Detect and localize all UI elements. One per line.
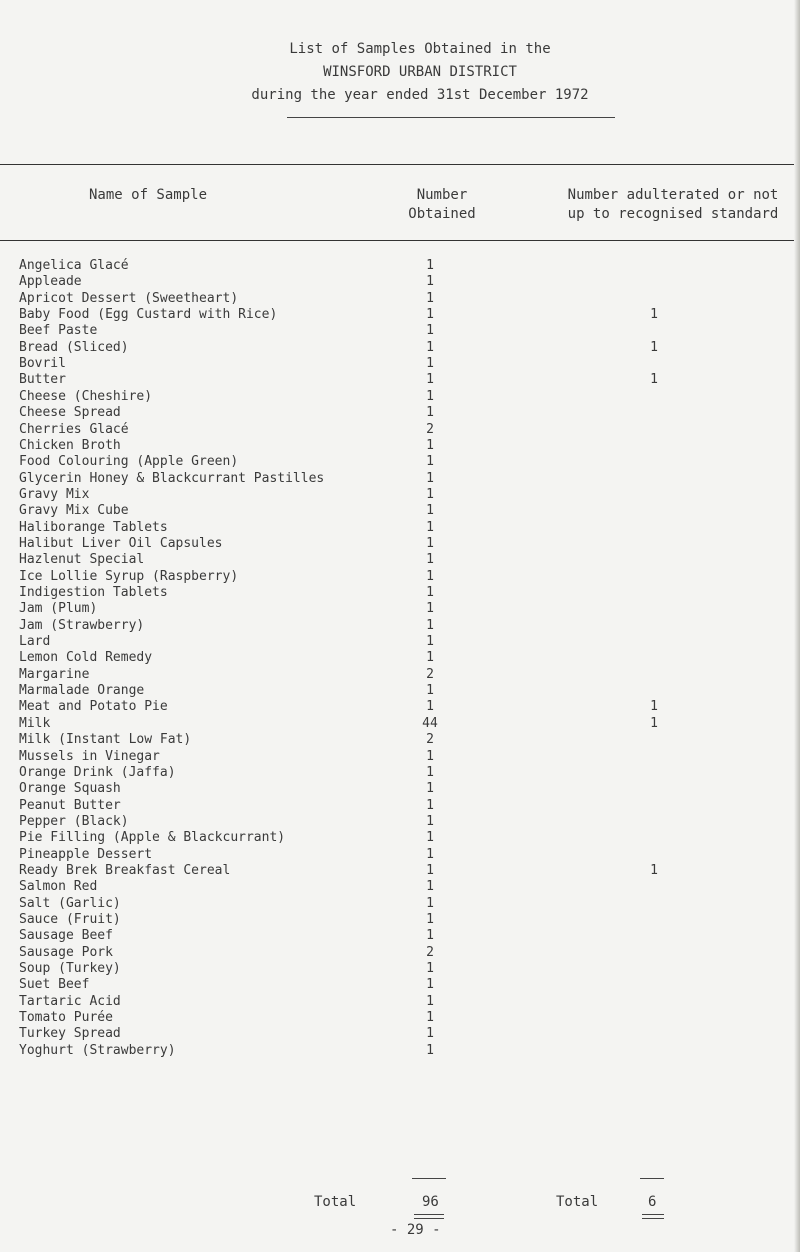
number-obtained: 1 (426, 356, 434, 372)
table-row (0, 601, 800, 617)
sample-name: Beef Paste (19, 323, 98, 339)
sample-name: Cheese (Cheshire) (19, 388, 153, 404)
table-row (0, 471, 800, 487)
table-row (0, 814, 800, 830)
number-obtained: 1 (426, 454, 434, 470)
number-obtained: 1 (426, 1010, 434, 1026)
number-obtained: 1 (426, 862, 434, 878)
column-header-number (397, 186, 487, 224)
table-row (0, 389, 800, 405)
sample-name: Margarine (19, 666, 90, 682)
table-row (0, 945, 800, 961)
number-obtained: 1 (426, 683, 434, 699)
number-obtained: 1 (426, 830, 434, 846)
number-obtained: 1 (426, 372, 434, 388)
page-edge (794, 0, 800, 1252)
table-row (0, 847, 800, 863)
sample-name: Peanut Butter (19, 797, 121, 813)
sample-name: Food Colouring (Apple Green) (19, 454, 239, 470)
number-obtained: 1 (426, 797, 434, 813)
number-obtained: 1 (426, 764, 434, 780)
table-row (0, 667, 800, 683)
sample-name: Mussels in Vinegar (19, 748, 160, 764)
sample-name: Haliborange Tablets (19, 519, 168, 535)
sample-name: Suet Beef (19, 977, 90, 993)
table-row (0, 732, 800, 748)
table-row (0, 487, 800, 503)
number-obtained: 1 (426, 323, 434, 339)
number-obtained: 1 (426, 601, 434, 617)
table-row (0, 896, 800, 912)
number-obtained: 1 (426, 993, 434, 1009)
sample-name: Salmon Red (19, 879, 98, 895)
table-row (0, 438, 800, 454)
sample-name: Pepper (Black) (19, 813, 129, 829)
number-obtained: 1 (426, 961, 434, 977)
table-row (0, 274, 800, 290)
table-row (0, 454, 800, 470)
sample-name: Orange Squash (19, 781, 121, 797)
table-row (0, 961, 800, 977)
table-row (0, 928, 800, 944)
column-header-adulterated-line2: up to recognised standard (567, 206, 779, 222)
number-obtained: 1 (426, 928, 434, 944)
sample-name: Milk (19, 715, 51, 731)
total-label-adulterated: Total (556, 1194, 599, 1210)
table-row (0, 1026, 800, 1042)
sample-name: Indigestion Tablets (19, 585, 168, 600)
number-obtained: 1 (426, 846, 434, 862)
number-adulterated: 1 (650, 715, 658, 731)
table-row (0, 340, 800, 356)
header-rule (0, 240, 800, 241)
sample-name: Bread (Sliced) (19, 339, 129, 355)
table-row (0, 585, 800, 601)
number-obtained: 1 (426, 699, 434, 715)
table-row (0, 372, 800, 388)
sample-name: Hazlenut Special (19, 552, 145, 568)
number-obtained: 1 (426, 895, 434, 911)
title-line-3: during the year ended 31st December 1972 (251, 87, 589, 103)
total-label-obtained: Total (314, 1194, 357, 1210)
sample-name: Bovril (19, 356, 66, 372)
total-rule-obtained (412, 1178, 446, 1179)
total-value-obtained: 96 (422, 1194, 439, 1210)
table-row (0, 683, 800, 699)
table-row (0, 618, 800, 634)
sample-name: Lard (19, 634, 51, 650)
table-row (0, 569, 800, 585)
sample-name: Appleade (19, 274, 82, 290)
number-obtained: 1 (426, 503, 434, 519)
number-obtained: 1 (426, 519, 434, 535)
sample-name: Sausage Pork (19, 944, 113, 960)
sample-name: Yoghurt (Strawberry) (19, 1042, 176, 1058)
title-line-1: List of Samples Obtained in the (289, 41, 551, 57)
number-obtained: 1 (426, 568, 434, 584)
sample-name: Gravy Mix (19, 486, 90, 502)
number-obtained: 1 (426, 813, 434, 829)
sample-name: Butter (19, 372, 66, 388)
title-underline (287, 117, 615, 118)
sample-name: Salt (Garlic) (19, 895, 121, 911)
number-obtained: 1 (426, 634, 434, 650)
sample-name: Soup (Turkey) (19, 961, 121, 977)
column-header-number-line1: Number (416, 187, 468, 203)
number-obtained: 1 (426, 781, 434, 797)
sample-name: Angelica Glacé (19, 258, 129, 273)
table-row (0, 307, 800, 323)
table-row (0, 863, 800, 879)
document-title (0, 38, 800, 107)
sample-name: Lemon Cold Remedy (19, 650, 153, 666)
table-row (0, 650, 800, 666)
number-obtained: 1 (426, 552, 434, 568)
sample-name: Sauce (Fruit) (19, 912, 121, 927)
sample-name: Chicken Broth (19, 437, 121, 453)
sample-name: Marmalade Orange (19, 683, 145, 699)
number-obtained: 44 (422, 715, 438, 731)
total-rule-adulterated (640, 1178, 664, 1179)
sample-name: Meat and Potato Pie (19, 699, 168, 715)
table-row (0, 356, 800, 372)
sample-name: Tomato Purée (19, 1010, 113, 1026)
table-row (0, 552, 800, 568)
table-row (0, 749, 800, 765)
number-adulterated: 1 (650, 372, 658, 388)
column-header-adulterated (538, 186, 800, 224)
number-obtained: 1 (426, 617, 434, 633)
table-row (0, 798, 800, 814)
sample-name: Halibut Liver Oil Capsules (19, 535, 223, 551)
number-obtained: 1 (426, 535, 434, 551)
table-row (0, 323, 800, 339)
sample-name: Jam (Plum) (19, 601, 98, 617)
sample-name: Gravy Mix Cube (19, 503, 129, 519)
sample-name: Sausage Beef (19, 928, 113, 944)
table-row (0, 1043, 800, 1059)
table-row (0, 977, 800, 993)
total-double-rule-obtained (414, 1214, 444, 1219)
sample-name: Apricot Dessert (Sweetheart) (19, 290, 239, 306)
number-obtained: 1 (426, 437, 434, 453)
table-row (0, 536, 800, 552)
table-row (0, 422, 800, 438)
number-obtained: 1 (426, 912, 434, 927)
table-row (0, 520, 800, 536)
table-row (0, 912, 800, 928)
sample-name: Ice Lollie Syrup (Raspberry) (19, 568, 239, 584)
number-obtained: 1 (426, 388, 434, 404)
number-obtained: 2 (426, 732, 434, 748)
number-obtained: 1 (426, 1026, 434, 1042)
table-row (0, 503, 800, 519)
number-adulterated: 1 (650, 699, 658, 715)
table-row (0, 258, 800, 274)
top-rule (0, 164, 800, 165)
sample-name: Cheese Spread (19, 405, 121, 421)
number-obtained: 2 (426, 944, 434, 960)
table-row (0, 1010, 800, 1026)
table-row (0, 879, 800, 895)
sample-name: Pineapple Dessert (19, 846, 153, 862)
number-obtained: 1 (426, 258, 434, 273)
table-row (0, 830, 800, 846)
table-row (0, 291, 800, 307)
sample-name: Tartaric Acid (19, 993, 121, 1009)
table-row (0, 716, 800, 732)
column-header-name: Name of Sample (89, 187, 208, 203)
number-obtained: 1 (426, 879, 434, 895)
table-row (0, 781, 800, 797)
sample-name: Glycerin Honey & Blackcurrant Pastilles (19, 470, 325, 486)
number-adulterated: 1 (650, 339, 658, 355)
number-obtained: 1 (426, 585, 434, 600)
column-header-adulterated-line1: Number adulterated or not (567, 187, 779, 203)
sample-name: Milk (Instant Low Fat) (19, 732, 192, 748)
number-obtained: 1 (426, 339, 434, 355)
number-obtained: 1 (426, 470, 434, 486)
total-value-adulterated: 6 (648, 1194, 657, 1210)
number-obtained: 1 (426, 405, 434, 421)
sample-name: Baby Food (Egg Custard with Rice) (19, 307, 278, 323)
number-adulterated: 1 (650, 307, 658, 323)
sample-name: Ready Brek Breakfast Cereal (19, 862, 231, 878)
table-row (0, 405, 800, 421)
table-row (0, 634, 800, 650)
number-obtained: 1 (426, 650, 434, 666)
sample-name: Orange Drink (Jaffa) (19, 764, 176, 780)
number-obtained: 1 (426, 307, 434, 323)
number-obtained: 1 (426, 290, 434, 306)
number-obtained: 2 (426, 666, 434, 682)
number-obtained: 1 (426, 486, 434, 502)
page-number: - 29 - (390, 1222, 441, 1238)
number-obtained: 1 (426, 1042, 434, 1058)
table-row (0, 699, 800, 715)
column-header-number-line2: Obtained (408, 206, 476, 222)
number-obtained: 2 (426, 421, 434, 437)
sample-name: Turkey Spread (19, 1026, 121, 1042)
sample-name: Cherries Glacé (19, 421, 129, 437)
total-double-rule-adulterated (642, 1214, 664, 1219)
number-obtained: 1 (426, 748, 434, 764)
sample-name: Jam (Strawberry) (19, 617, 145, 633)
table-row (0, 994, 800, 1010)
sample-name: Pie Filling (Apple & Blackcurrant) (19, 830, 286, 846)
table-row (0, 765, 800, 781)
number-adulterated: 1 (650, 862, 658, 878)
number-obtained: 1 (426, 274, 434, 290)
number-obtained: 1 (426, 977, 434, 993)
title-line-2: WINSFORD URBAN DISTRICT (323, 64, 517, 80)
